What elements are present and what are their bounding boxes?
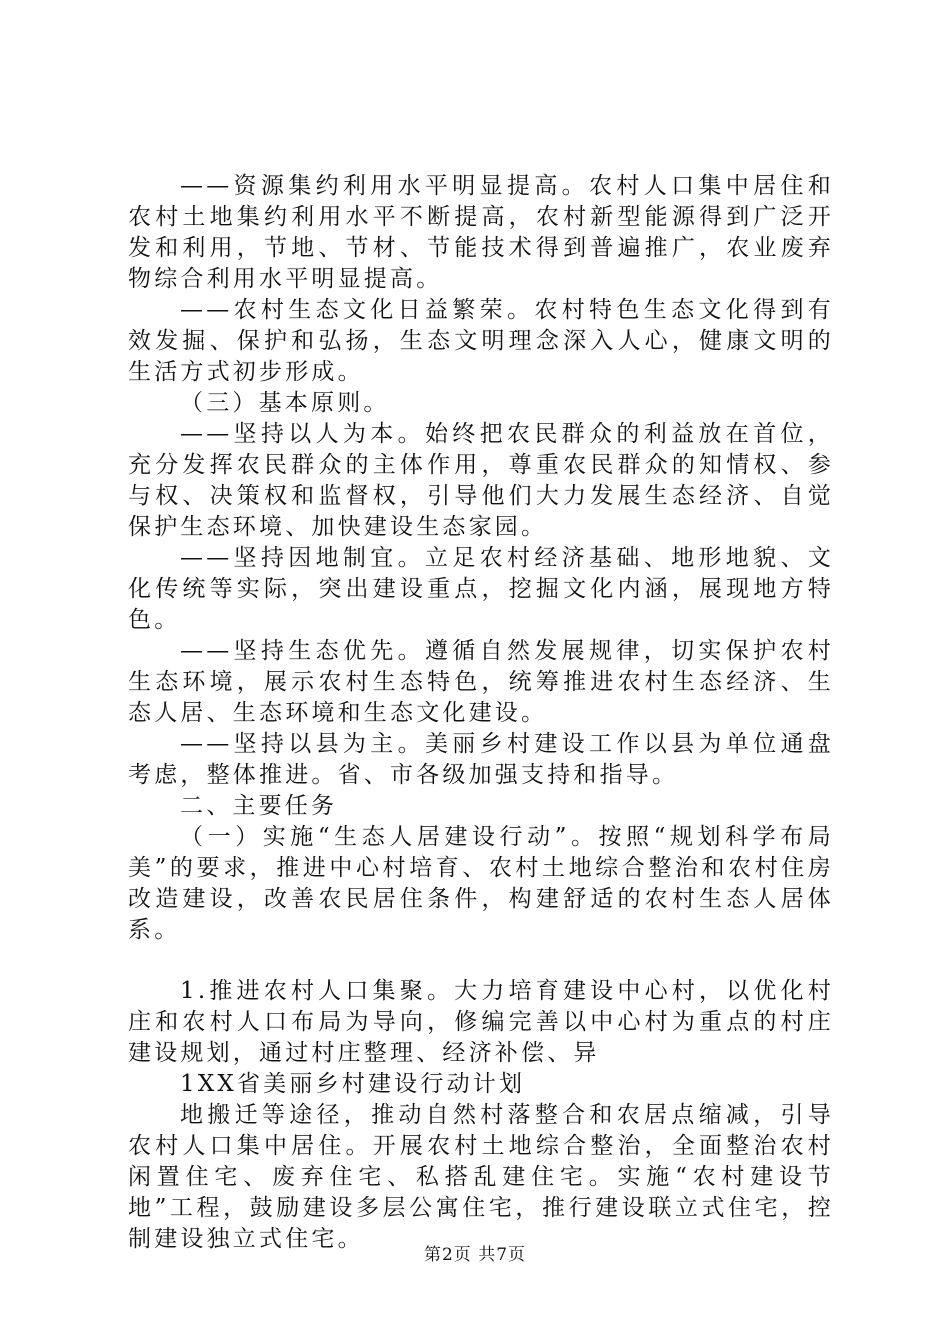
paragraph-eco-living-action: （一）实施“生态人居建设行动”。按照“规划科学布局美”的要求，推进中心村培育、农村土地综合整治和农村住房改造建设，改善农民居住条件，构建舒适的农村生态人居体系。 <box>128 824 834 943</box>
paragraph-people-first: ——坚持以人为本。始终把农民群众的利益放在首位，充分发挥农民群众的主体作用，尊重农民群众的知情权、参与权、决策权和监督权，引导他们大力发展生态经济、自觉保护生态环境、加快建设生态家园。 <box>128 421 834 540</box>
paragraph-population-gathering: 1.推进农村人口集聚。大力培育建设中心村，以优化村庄和农村人口布局为导向，修编完善以中心村为重点的村庄建设规划，通过村庄整理、经济补偿、异 <box>128 978 834 1066</box>
paragraph-county-based: ——坚持以县为主。美丽乡村建设工作以县为单位通盘考虑，整体推进。省、市各级加强支持和指导。 <box>128 731 834 788</box>
paragraph-local-conditions: ——坚持因地制宜。立足农村经济基础、地形地貌、文化传统等实际，突出建设重点，挖掘文化内涵，展现地方特色。 <box>128 545 834 633</box>
section-heading-principles: （三）基本原则。 <box>180 390 390 416</box>
paragraph-resource-use: ——资源集约利用水平明显提高。农村人口集中居住和农村土地集约利用水平不断提高，农村新型能源得到广泛开发和利用，节地、节材、节能技术得到普遍推广，农业废弃物综合利用水平明显提高。 <box>128 173 834 292</box>
running-header-title: 1XX省美丽乡村建设行动计划 <box>180 1071 526 1097</box>
paragraph-eco-culture: ——农村生态文化日益繁荣。农村特色生态文化得到有效发掘、保护和弘扬，生态文明理念深入人心，健康文明的生活方式初步形成。 <box>128 297 834 385</box>
document-body <box>128 171 834 1255</box>
paragraph-ecology-first: ——坚持生态优先。遵循自然发展规律，切实保护农村生态环境，展示农村生态特色，统筹推进农村生态经济、生态人居、生态环境和生态文化建设。 <box>128 638 834 726</box>
page-number-footer: 第2页 共7页 <box>423 1245 527 1265</box>
section-heading-main-tasks: 二、主要任务 <box>180 793 338 819</box>
paragraph-relocation: 地搬迁等途径，推动自然村落整合和农居点缩减，引导农村人口集中居住。开展农村土地综合整治，全面整治农村闲置住宅、废弃住宅、私搭乱建住宅。实施“农村建设节地”工程，鼓励建设多层公寓住宅，推行建设联立式住宅，控制建设独立式住宅。 <box>128 1102 834 1252</box>
